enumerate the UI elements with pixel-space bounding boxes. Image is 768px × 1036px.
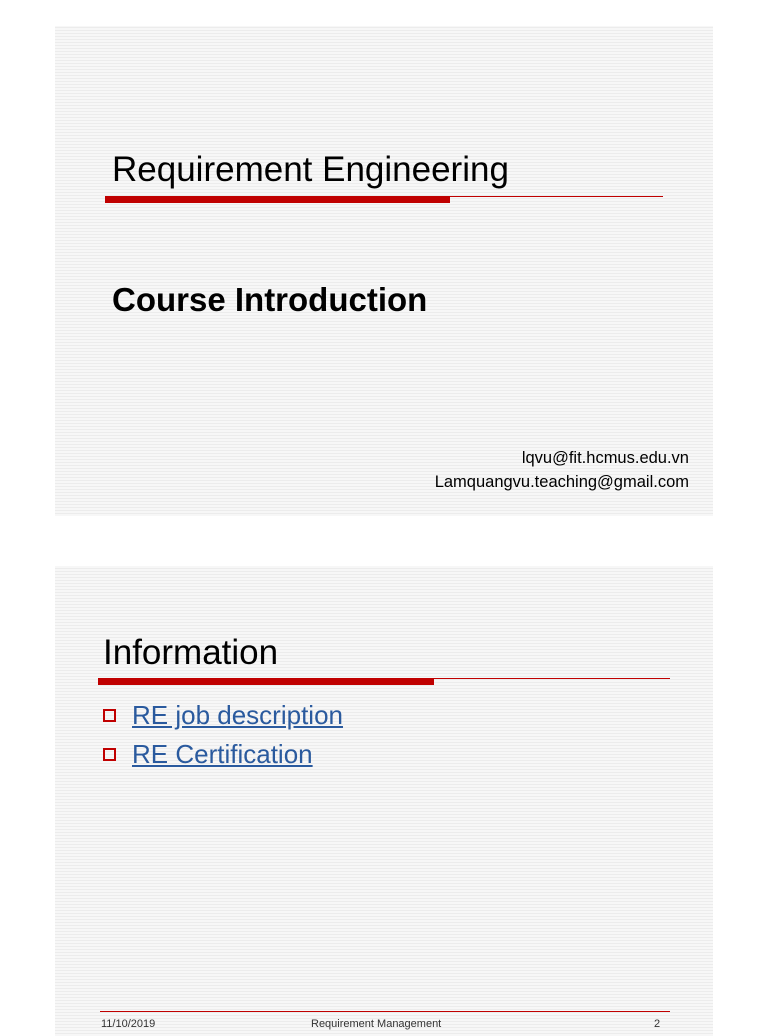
hollow-square-icon bbox=[103, 709, 116, 722]
contact-email-university: lqvu@fit.hcmus.edu.vn bbox=[521, 449, 689, 467]
hollow-square-icon bbox=[103, 748, 116, 761]
slide-2 bbox=[55, 566, 713, 1036]
slide-subtitle: Course Introduction bbox=[112, 281, 428, 318]
footer-divider bbox=[100, 1011, 670, 1012]
link-re-certification[interactable]: RE Certification bbox=[132, 739, 313, 769]
slide-1 bbox=[55, 26, 713, 516]
list-item bbox=[103, 696, 343, 735]
link-re-job-description[interactable]: RE job description bbox=[132, 700, 343, 730]
slide-title: Requirement Engineering bbox=[112, 150, 509, 189]
footer-page-number: 2 bbox=[654, 1018, 661, 1030]
footer-course-name: Requirement Management bbox=[311, 1018, 442, 1030]
list-item bbox=[103, 735, 343, 774]
footer-date: 11/10/2019 bbox=[101, 1018, 156, 1030]
title-underline-accent bbox=[98, 678, 434, 685]
slide-title: Information bbox=[103, 633, 279, 672]
contact-email-gmail: Lamquangvu.teaching@gmail.com bbox=[434, 473, 689, 491]
info-link-list bbox=[103, 696, 343, 774]
title-underline-accent bbox=[105, 196, 450, 203]
